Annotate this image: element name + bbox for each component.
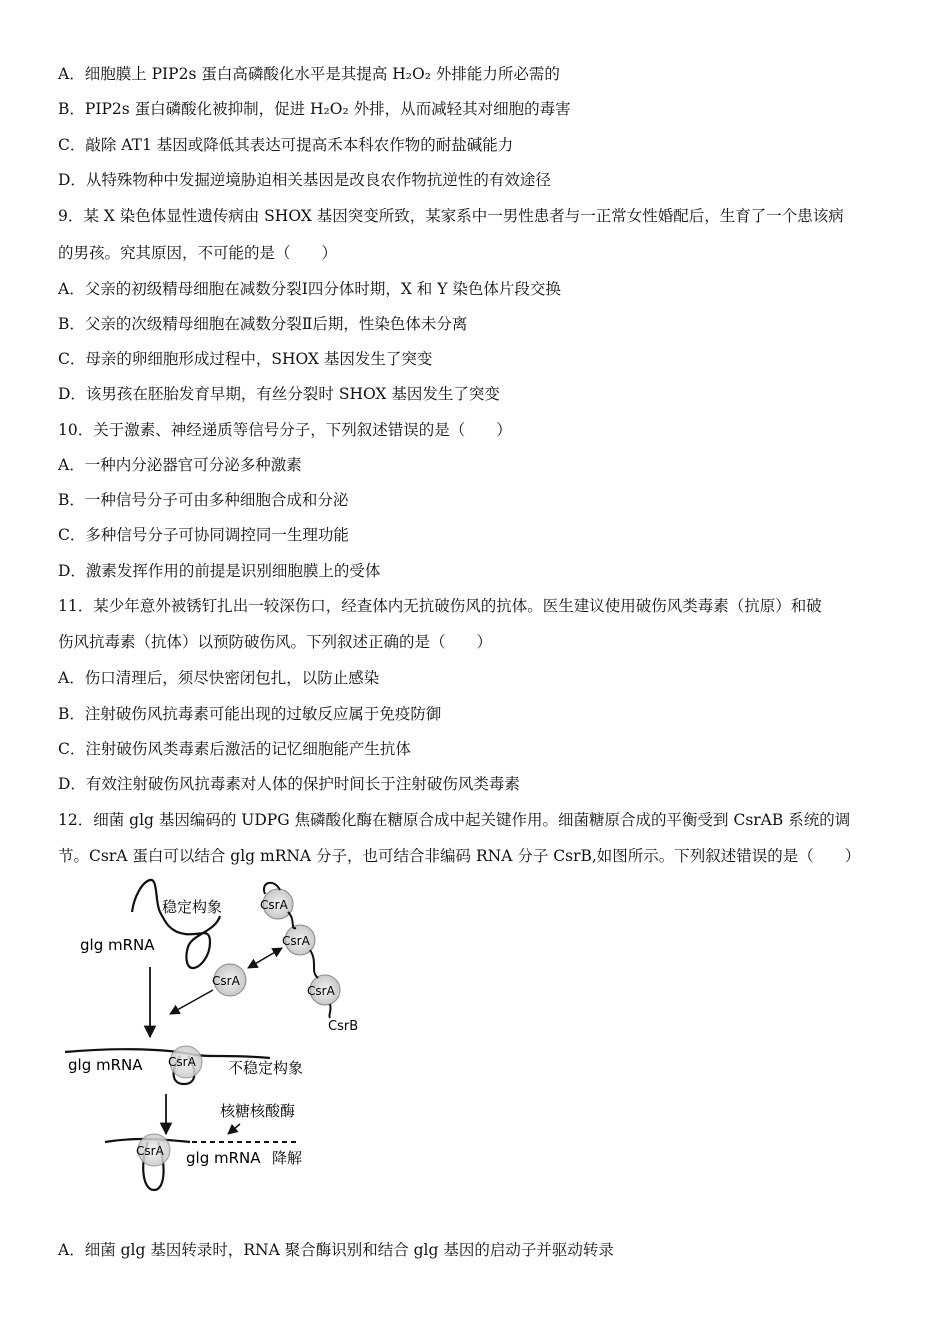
- question-12-stem: 12．细菌 glg 基因编码的 UDPG 焦磷酸化酶在糖原合成中起关键作用。细菌糖原合成的平衡受到 CsrAB 系统的调: [58, 811, 851, 829]
- option-c-q8: C．敲除 AT1 基因或降低其表达可提高禾本科农作物的耐盐碱能力: [58, 136, 514, 154]
- option-b-q8: B．PIP2s 蛋白磷酸化被抑制，促进 H₂O₂ 外排，从而减轻其对细胞的毒害: [58, 100, 571, 118]
- mrna-label-middle: glg mRNA: [68, 1056, 143, 1074]
- degradation-label: 降解: [272, 1149, 303, 1167]
- stable-mrna-strand: [132, 880, 223, 968]
- question-11-stem: 11．某少年意外被锈钉扎出一较深伤口，经查体内无抗破伤风的抗体。医生建议使用破伤风类毒素（抗原）和破: [58, 597, 822, 615]
- csra-label: CsrA: [212, 974, 240, 988]
- csra-label: CsrA: [282, 934, 310, 948]
- option-b-q10: B．一种信号分子可由多种细胞合成和分泌: [58, 491, 349, 509]
- csra-label: CsrA: [168, 1055, 196, 1069]
- question-11-stem-cont: 伤风抗毒素（抗体）以预防破伤风。下列叙述正确的是（ ）: [58, 633, 493, 651]
- option-d-q10: D．激素发挥作用的前提是识别细胞膜上的受体: [58, 562, 381, 580]
- option-b-q11: B．注射破伤风抗毒素可能出现的过敏反应属于免疫防御: [58, 705, 442, 723]
- option-a-q10: A．一种内分泌器官可分泌多种激素: [58, 456, 302, 474]
- option-d-q11: D．有效注射破伤风抗毒素对人体的保护时间长于注射破伤风类毒素: [58, 775, 520, 793]
- csra-label: CsrA: [260, 898, 288, 912]
- csra-label: CsrA: [307, 984, 335, 998]
- option-d-q8: D．从特殊物种中发掘逆境胁迫相关基因是改良农作物抗逆性的有效途径: [58, 171, 551, 189]
- mrna-label-bottom: glg mRNA: [186, 1149, 261, 1167]
- csra-label: CsrA: [136, 1144, 164, 1158]
- diagram-svg: [60, 872, 370, 1202]
- exchange-arrow: [248, 948, 282, 968]
- rnase-arrow: [228, 1124, 240, 1134]
- option-c-q9: C．母亲的卵细胞形成过程中，SHOX 基因发生了突变: [58, 350, 433, 368]
- csrab-system-diagram: [60, 872, 370, 1202]
- option-a-q8: A．细胞膜上 PIP2s 蛋白高磷酸化水平是其提高 H₂O₂ 外排能力所必需的: [58, 65, 560, 83]
- question-12-stem-cont: 节。CsrA 蛋白可以结合 glg mRNA 分子，也可结合非编码 RNA 分子 CsrB,如图所示。下列叙述错误的是（ ）: [58, 847, 861, 865]
- binding-arrow: [170, 990, 213, 1014]
- option-b-q9: B．父亲的次级精母细胞在减数分裂Ⅱ后期，性染色体未分离: [58, 315, 468, 333]
- unstable-conformation-label: 不稳定构象: [228, 1059, 304, 1077]
- question-9-stem: 9．某 X 染色体显性遗传病由 SHOX 基因突变所致，某家系中一男性患者与一正常女性婚配后，生育了一个患该病: [58, 207, 844, 225]
- option-a-q12: A．细菌 glg 基因转录时，RNA 聚合酶识别和结合 glg 基因的启动子并驱动转录: [58, 1241, 614, 1259]
- option-c-q11: C．注射破伤风类毒素后激活的记忆细胞能产生抗体: [58, 740, 411, 758]
- option-d-q9: D．该男孩在胚胎发育早期，有丝分裂时 SHOX 基因发生了突变: [58, 385, 500, 403]
- option-a-q11: A．伤口清理后，须尽快密闭包扎，以防止感染: [58, 669, 380, 687]
- mrna-label-top: glg mRNA: [80, 936, 155, 954]
- option-c-q10: C．多种信号分子可协同调控同一生理功能: [58, 526, 349, 544]
- stable-conformation-label: 稳定构象: [162, 898, 223, 916]
- question-10-stem: 10．关于激素、神经递质等信号分子，下列叙述错误的是（ ）: [58, 421, 512, 439]
- csrb-label: CsrB: [328, 1019, 359, 1034]
- option-a-q9: A．父亲的初级精母细胞在减数分裂Ⅰ四分体时期，X 和 Y 染色体片段交换: [58, 280, 561, 298]
- question-9-stem-cont: 的男孩。究其原因，不可能的是（ ）: [58, 244, 338, 262]
- rnase-label: 核糖核酸酶: [220, 1102, 296, 1120]
